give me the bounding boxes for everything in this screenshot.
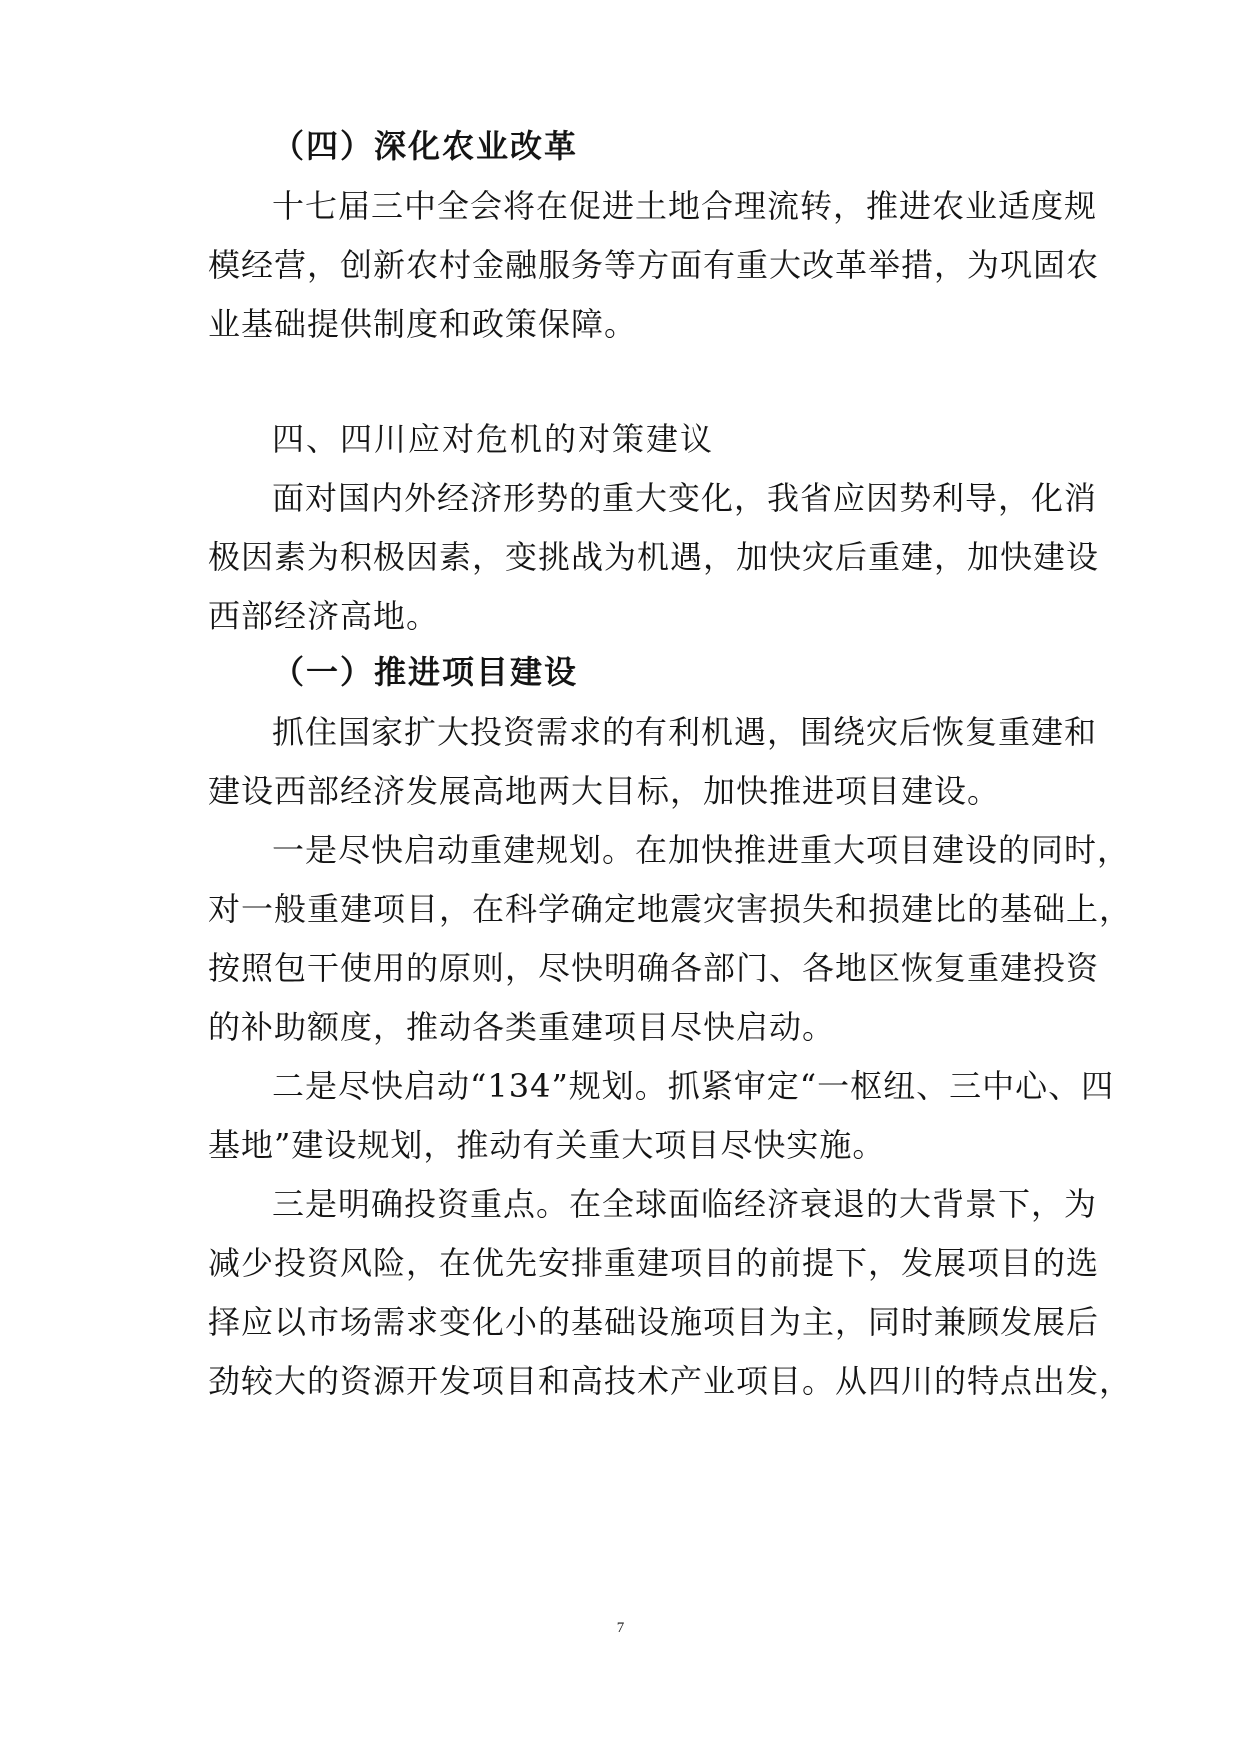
- paragraph-line: 劲较大的资源开发项目和高技术产业项目。从四川的特点出发，: [208, 1362, 1133, 1400]
- paragraph-line: 三是明确投资重点。在全球面临经济衰退的大背景下，为: [272, 1185, 1098, 1223]
- paragraph-line: 的补助额度，推动各类重建项目尽快启动。: [208, 1008, 836, 1046]
- subsection-heading-project-construction: （一）推进项目建设: [272, 653, 579, 691]
- paragraph-line: 极因素为积极因素，变挑战为机遇，加快灾后重建，加快建设: [208, 538, 1100, 576]
- paragraph-line: 面对国内外经济形势的重大变化，我省应因势利导，化消: [272, 479, 1098, 517]
- paragraph-line: 按照包干使用的原则，尽快明确各部门、各地区恢复重建投资: [208, 949, 1100, 987]
- section-title: 四、四川应对危机的对策建议: [272, 420, 715, 458]
- paragraph-line: 择应以市场需求变化小的基础设施项目为主，同时兼顾发展后: [208, 1303, 1100, 1341]
- page-number: 7: [616, 1620, 625, 1636]
- paragraph-line: 业基础提供制度和政策保障。: [208, 305, 638, 343]
- paragraph-line: 模经营，创新农村金融服务等方面有重大改革举措，为巩固农: [208, 246, 1100, 284]
- subsection-heading-deepen-agricultural-reform: （四）深化农业改革: [272, 127, 579, 165]
- paragraph-line: 减少投资风险，在优先安排重建项目的前提下，发展项目的选: [208, 1244, 1100, 1282]
- paragraph-line: 抓住国家扩大投资需求的有利机遇，围绕灾后恢复重建和: [272, 713, 1098, 751]
- paragraph-line: 一是尽快启动重建规划。在加快推进重大项目建设的同时，: [272, 831, 1131, 869]
- paragraph-line: 西部经济高地。: [208, 597, 440, 635]
- paragraph-line: 对一般重建项目，在科学确定地震灾害损失和损建比的基础上，: [208, 890, 1133, 928]
- paragraph-line: 基地”建设规划，推动有关重大项目尽快实施。: [208, 1126, 886, 1164]
- paragraph-line: 建设西部经济发展高地两大目标，加快推进项目建设。: [208, 772, 1001, 810]
- paragraph-line: 二是尽快启动“134”规划。抓紧审定“一枢纽、三中心、四: [272, 1067, 1115, 1105]
- paragraph-line: 十七届三中全会将在促进土地合理流转，推进农业适度规: [272, 187, 1098, 225]
